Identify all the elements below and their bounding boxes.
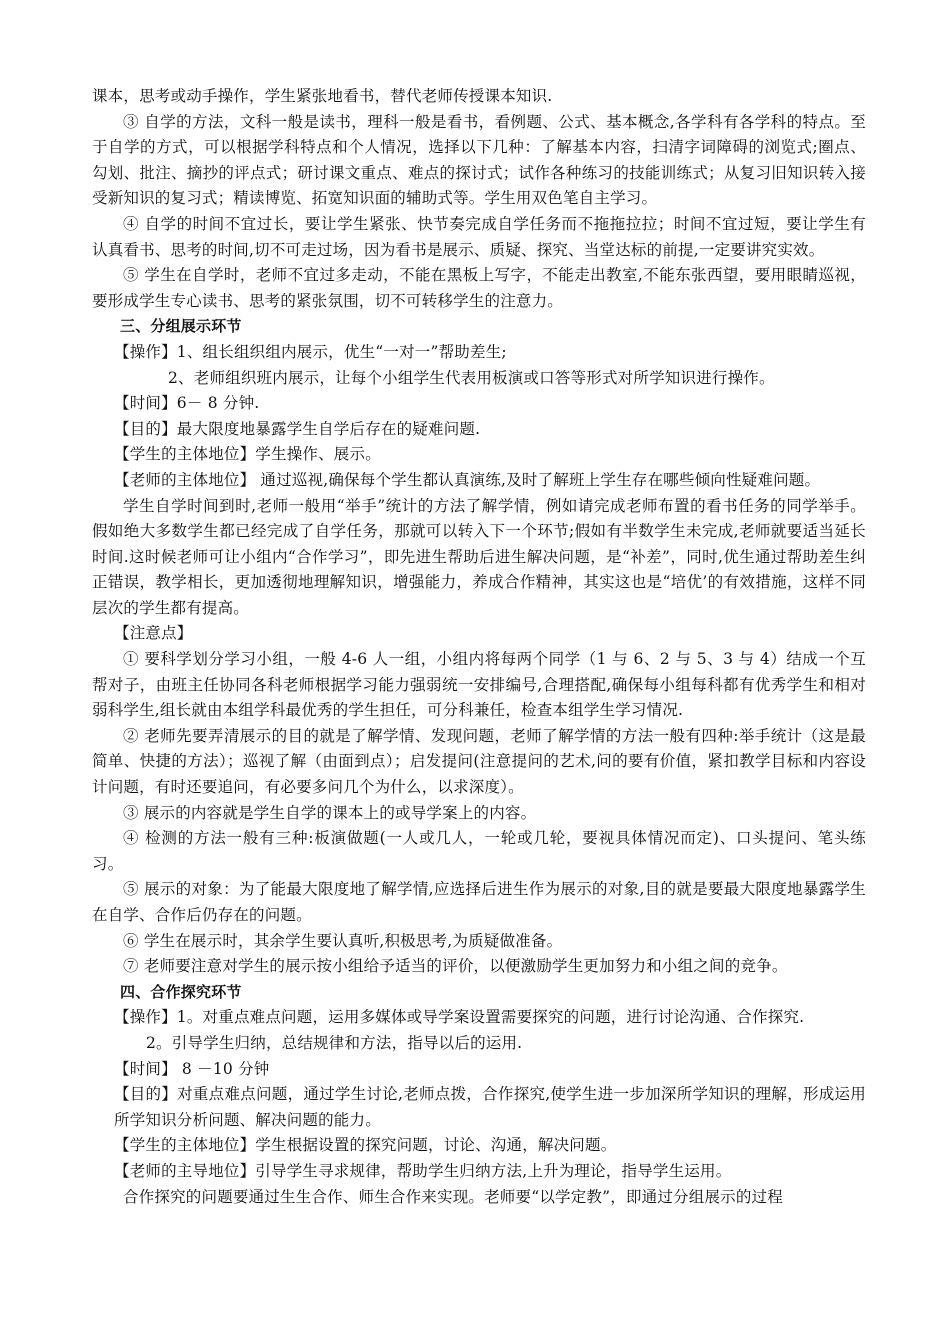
teacher-role-line: 【老师的主体地位】 通过巡视,确保每个学生都认真演练,及时了解班上学生存在哪些倾向性疑难问题。 — [114, 470, 821, 489]
section-heading-4: 四、合作探究环节 — [120, 982, 242, 1001]
paragraph-hand-raise: 学生自学时间到时,老师一般用“举手”统计的方法了解学情，例如请完成老师布置的看书任务的同学举手。假如绝大多数学生都已经完成了自学任务，那就可以转入下一个环节;假如有半数学生未完成,老师就要适当延长时间.这时候老师可让小组内“合作学习”，即先进生帮助后进生解决问题，是“补差”，同时,优生通过帮助差生纠正错误，教学相长，更加透彻地理解知识，增强能力，养成合作精神，其实这也是“培优’的有效措施，这样不同层次的学生都有提高。 — [92, 496, 866, 617]
section-heading-3: 三、分组展示环节 — [120, 317, 242, 336]
paragraph-self-study-method: ③ 自学的方法，文科一般是读书，理科一般是看书，看例题、公式、基本概念,各学科有各学科的特点。至于自学的方式，可以根据学科特点和个人情况，选择以下几种：了解基本内容，扫清字词障碍的浏览式;圈点、勾划、批注、摘抄的评点式；研讨课文重点、难点的探讨式；试作各种练习的技能训练式；从复习旧知识转入接受新知识的复习式；精读博览、拓宽知识面的辅助式等。学生用双色笔自主学习。 — [92, 112, 866, 208]
note-2: ② 老师先要弄清展示的目的就是了解学情、发现问题，老师了解学情的方法一般有四种:举手统计（这是最简单、快捷的方法）；巡视了解（由面到点）；启发提问(注意提问的艺术,问的要有价值，紧扣教学目标和内容设计问题，有时还要追问，有必要多问几个为什么，以求深度）。 — [92, 726, 866, 797]
operation-item-1: 【操作】1、组长组织组内展示，优生“一对一”帮助差生; — [114, 342, 507, 361]
note-6: ⑥ 学生在展示时，其余学生要认真听,积极思考,为质疑做准备。 — [123, 931, 563, 950]
operation-item-4-2: 2。引导学生归纳，总结规律和方法，指导以后的运用. — [146, 1033, 523, 1052]
paragraph-textbook: 课本，思考或动手操作，学生紧张地看书，替代老师传授课本知识. — [92, 87, 553, 105]
paragraph-self-study-time: ④ 自学的时间不宜过长，要让学生紧张、快节奏完成自学任务而不拖拖拉拉；时间不宜过短，要让学生有认真看书、思考的时间,切不可走过场，因为看书是展示、质疑、探究、当堂达标的前提,一定要讲究实效。 — [92, 214, 866, 259]
note-1: ① 要科学划分学习小组，一般 4-6 人一组，小组内将每两个同学（1 与 6、2 与 5、3 与 4）结成一个互帮对子，由班主任协同各科老师根据学习能力强弱统一安排编号,合理搭配,确保每小组每科都有优秀学生和相对弱科学生,组长就由本组学科最优秀的学生担任，可分科兼任，检查本组学生学习情况. — [92, 650, 866, 720]
notes-label: 【注意点】 — [114, 624, 193, 643]
note-5: ⑤ 展示的对象：为了能最大限度地了解学情,应选择后进生作为展示的对象,目的就是要最大限度地暴露学生在自学、合作后仍存在的问题。 — [92, 880, 866, 924]
teacher-role-line-4: 【老师的主导地位】引导学生寻求规律，帮助学生归纳方法,上升为理论，指导学生运用。 — [114, 1161, 732, 1180]
operation-item-4-1: 【操作】1。对重点难点问题，运用多媒体或导学案设置需要探究的问题，进行讨论沟通、合作探究. — [114, 1008, 805, 1027]
note-3: ③ 展示的内容就是学生自学的课本上的或导学案上的内容。 — [123, 803, 537, 822]
time-line: 【时间】6－ 8 分钟. — [114, 394, 260, 413]
operation-item-2: 2、老师组织班内展示，让每个小组学生代表用板演或口答等形式对所学知识进行操作。 — [168, 368, 775, 387]
paragraph-teacher-conduct: ⑤ 学生在自学时，老师不宜过多走动，不能在黑板上写字，不能走出教室,不能东张西望，要用眼睛巡视，要形成学生专心读书、思考的紧张氛围，切不可转移学生的注意力。 — [92, 266, 866, 310]
purpose-line: 【目的】最大限度地暴露学生自学后存在的疑难问题. — [114, 419, 481, 438]
note-7: ⑦ 老师要注意对学生的展示按小组给予适当的评价，以便激励学生更加努力和小组之间的竞争。 — [123, 957, 788, 976]
student-role-line: 【学生的主体地位】学生操作、展示。 — [114, 445, 381, 464]
note-4: ④ 检测的方法一般有三种:板演做题(一人或几人，一轮或几轮，要视具体情况而定)、口头提问、笔头练习。 — [92, 829, 866, 873]
time-line-4: 【时间】 8 －10 分钟 — [114, 1059, 270, 1078]
student-role-line-4: 【学生的主体地位】学生根据设置的探究问题，讨论、沟通，解决问题。 — [114, 1136, 617, 1155]
purpose-line-4: 【目的】对重点难点问题，通过学生讨论,老师点拨，合作探究,使学生进一步加深所学知识的理解，形成运用所学知识分析问题、解决问题的能力。 — [114, 1085, 866, 1129]
paragraph-cooperation: 合作探究的问题要通过生生合作、师生合作来实现。老师要“以学定教”，即通过分组展示的过程 — [123, 1187, 783, 1206]
